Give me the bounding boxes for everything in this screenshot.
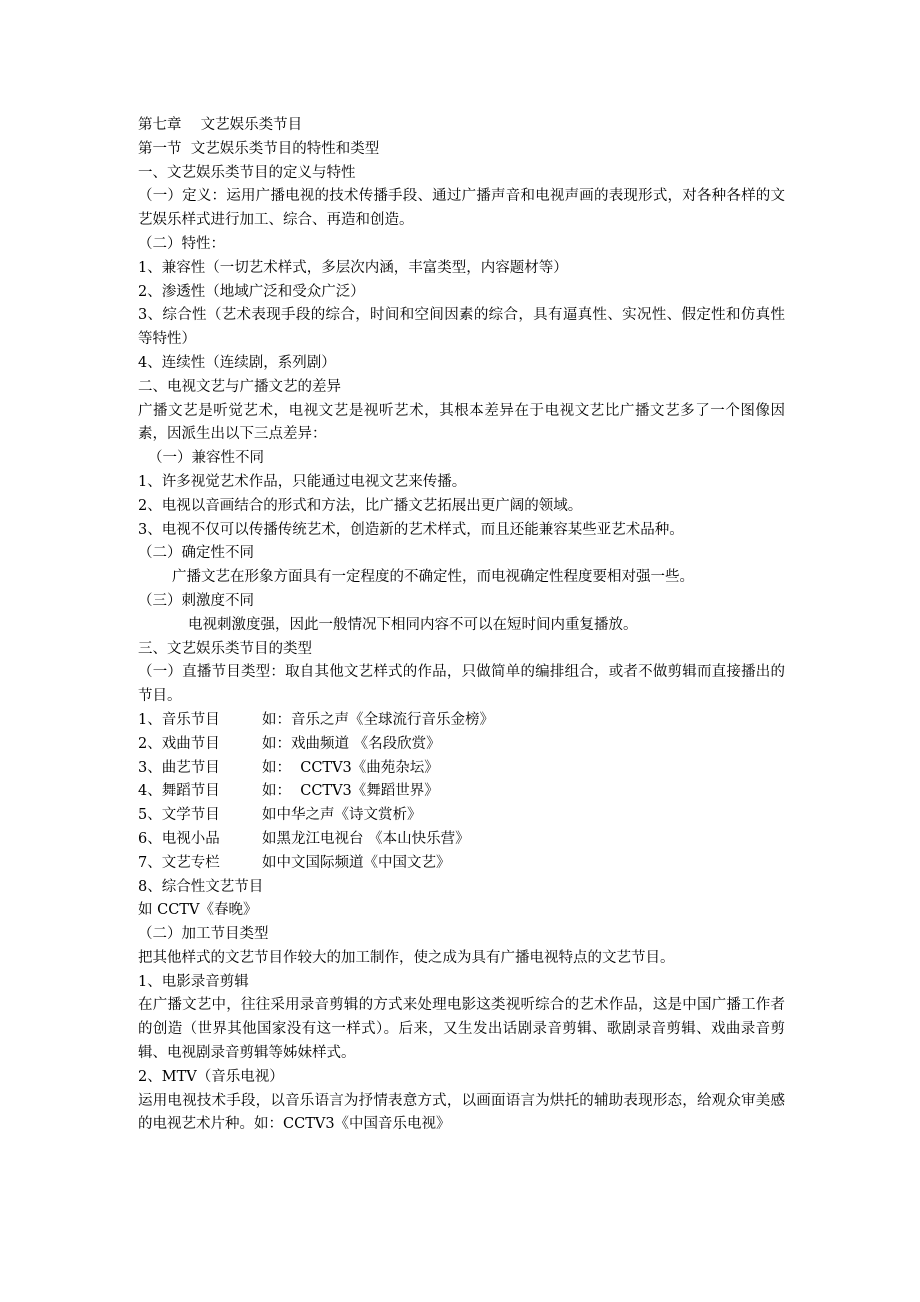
program-name: 1、音乐节目 bbox=[138, 711, 220, 728]
difference-heading: （一）兼容性不同 bbox=[148, 450, 264, 467]
live-type-heading: （一）直播节目类型：取自其他文艺样式的作品，只做简单的编排组合，或者不做剪辑而直接播出的节目。 bbox=[138, 664, 785, 705]
program-example: 如：音乐之声《全球流行音乐金榜》 bbox=[262, 711, 494, 728]
program-example: 如黑龙江电视台 《本山快乐营》 bbox=[262, 830, 470, 847]
differences-intro: 广播文艺是听觉艺术，电视文艺是视听艺术，其根本差异在于电视文艺比广播文艺多了一个图像因素，因派生出以下三点差异： bbox=[138, 402, 785, 443]
definition-paragraph: （一）定义：运用广播电视的技术传播手段、通过广播声音和电视声画的表现形式，对各种各样的文艺娱乐样式进行加工、综合、再造和创造。 bbox=[138, 188, 785, 229]
trait-item: 2、渗透性（地域广泛和受众广泛） bbox=[138, 283, 365, 300]
section-title: 第一节 文艺娱乐类节目的特性和类型 bbox=[138, 140, 380, 157]
program-row bbox=[138, 780, 785, 804]
program-example: 如中文国际频道《中国文艺》 bbox=[262, 854, 451, 871]
program-row bbox=[138, 757, 785, 781]
program-name: 4、舞蹈节目 bbox=[138, 783, 220, 800]
difference-text: 广播文艺在形象方面具有一定程度的不确定性，而电视确定性程度要相对强一些。 bbox=[172, 569, 694, 586]
chapter-title: 第七章 文艺娱乐类节目 bbox=[138, 117, 303, 133]
trait-item: 4、连续性（连续剧，系列剧） bbox=[138, 354, 336, 371]
heading-program-types: 三、文艺娱乐类节目的类型 bbox=[138, 640, 312, 657]
heading-definition-traits: 一、文艺娱乐类节目的定义与特性 bbox=[138, 164, 356, 181]
program-example: 如： CCTV3《曲苑杂坛》 bbox=[262, 759, 439, 776]
difference-item: 3、电视不仅可以传播传统艺术，创造新的艺术样式，而且还能兼容某些亚艺术品种。 bbox=[138, 521, 684, 538]
program-name: 2、戏曲节目 bbox=[138, 735, 220, 752]
document-body bbox=[138, 114, 785, 1137]
processed-item-heading: 2、MTV（音乐电视） bbox=[138, 1068, 284, 1085]
difference-item: 1、许多视觉艺术作品，只能通过电视文艺来传播。 bbox=[138, 473, 467, 490]
program-name: 3、曲艺节目 bbox=[138, 759, 220, 776]
trait-item: 3、综合性（艺术表现手段的综合，时间和空间因素的综合，具有逼真性、实况性、假定性和仿真性等特性） bbox=[138, 307, 785, 348]
processed-item-heading: 1、电影录音剪辑 bbox=[138, 973, 249, 990]
processed-type-intro: 把其他样式的文艺节目作较大的加工制作，使之成为具有广播电视特点的文艺节目。 bbox=[138, 949, 675, 966]
program-row bbox=[138, 804, 785, 828]
processed-item-text: 在广播文艺中，往往采用录音剪辑的方式来处理电影这类视听综合的艺术作品，这是中国广播工作者的创造（世界其他国家没有这一样式）。后来，又生发出话剧录音剪辑、歌剧录音剪辑、戏曲录音剪辑、电视剧录音剪辑等姊妹样式。 bbox=[138, 997, 785, 1062]
trait-item: 1、兼容性（一切艺术样式，多层次内涵，丰富类型，内容题材等） bbox=[138, 259, 568, 276]
program-example: 如 CCTV《春晚》 bbox=[138, 902, 258, 919]
program-row bbox=[138, 709, 785, 733]
program-row bbox=[138, 733, 785, 757]
program-row bbox=[138, 828, 785, 852]
difference-heading: （三）刺激度不同 bbox=[138, 592, 254, 609]
difference-heading: （二）确定性不同 bbox=[138, 545, 254, 562]
traits-heading: （二）特性： bbox=[138, 235, 225, 252]
difference-text: 电视刺激度强，因此一般情况下相同内容不可以在短时间内重复播放。 bbox=[188, 616, 638, 633]
program-row bbox=[138, 852, 785, 876]
program-name: 8、综合性文艺节目 bbox=[138, 878, 264, 895]
program-name: 6、电视小品 bbox=[138, 830, 220, 847]
program-example: 如中华之声《诗文赏析》 bbox=[262, 807, 422, 824]
program-example: 如：戏曲频道 《名段欣赏》 bbox=[262, 735, 441, 752]
heading-differences: 二、电视文艺与广播文艺的差异 bbox=[138, 378, 341, 395]
processed-item-text: 运用电视技术手段，以音乐语言为抒情表意方式，以画面语言为烘托的辅助表现形态，给观众审美感的电视艺术片种。如：CCTV3《中国音乐电视》 bbox=[138, 1092, 785, 1133]
program-example: 如： CCTV3《舞蹈世界》 bbox=[262, 783, 439, 800]
processed-type-heading: （二）加工节目类型 bbox=[138, 926, 269, 943]
program-name: 5、文学节目 bbox=[138, 807, 220, 824]
program-name: 7、文艺专栏 bbox=[138, 854, 220, 871]
difference-item: 2、电视以音画结合的形式和方法，比广播文艺拓展出更广阔的领域。 bbox=[138, 497, 583, 514]
